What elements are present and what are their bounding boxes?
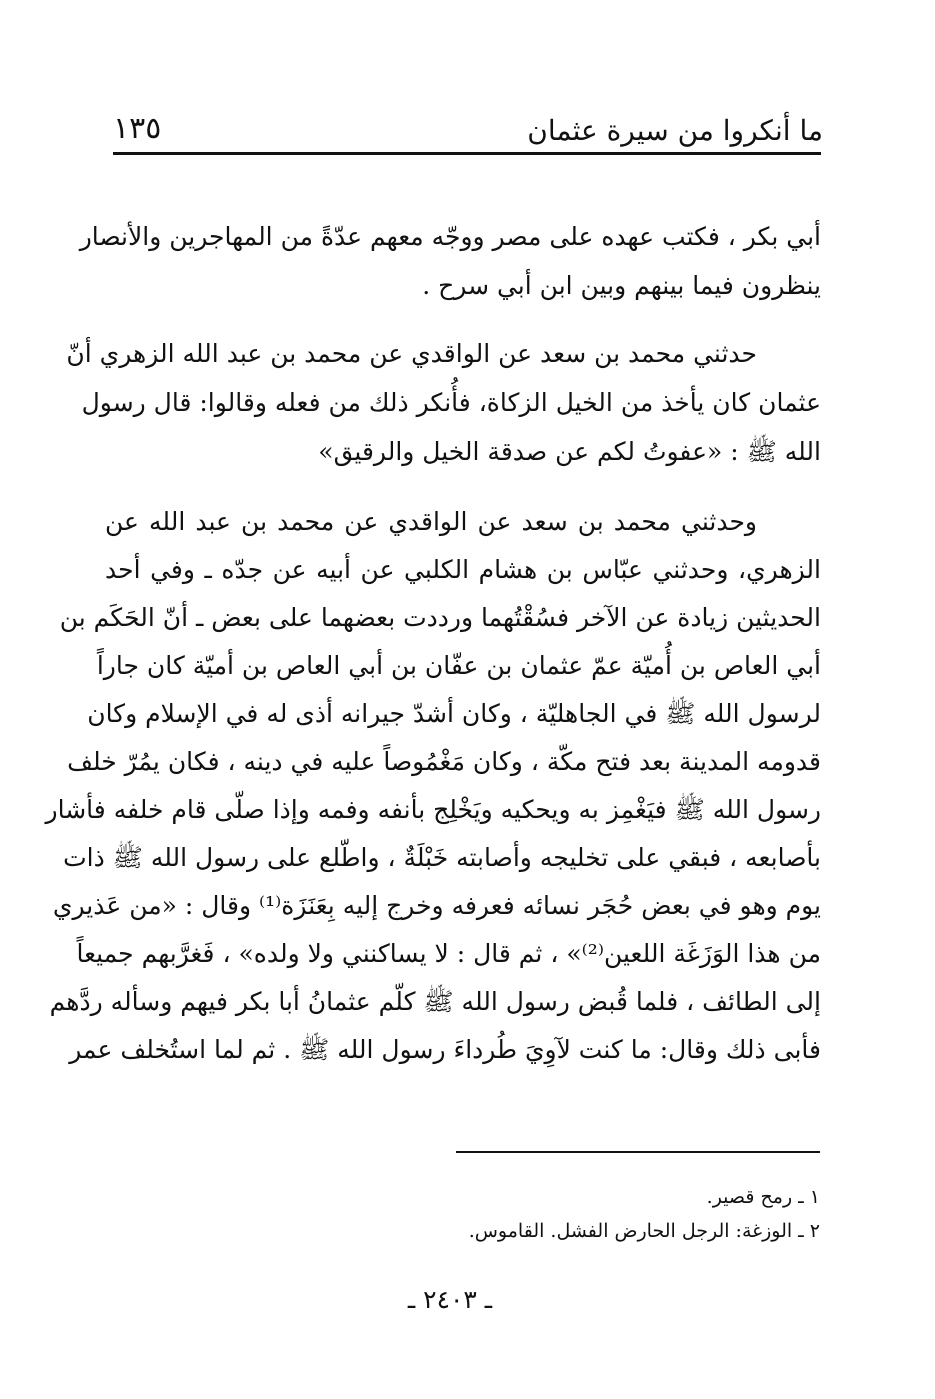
- header-rule: [113, 152, 821, 155]
- text-line: رسول الله ﷺ فيَغْمِز به ويحكيه ويَخْلِج بأنفه وفمه وإذا صلّى قام خلفه فأشار: [45, 795, 821, 824]
- text-line: أبي العاص بن أُميّة عمّ عثمان بن عفّان بن أبي العاص بن أميّة كان جاراً: [96, 651, 821, 680]
- paragraph-3: [45, 498, 821, 1074]
- text-line: عثمان كان يأخذ من الخيل الزكاة، فأُنكر ذلك من فعله وقالوا: قال رسول: [81, 388, 821, 417]
- footnotes: [300, 1180, 820, 1248]
- text-line: يوم وهو في بعض حُجَر نسائه فعرفه وخرج إليه بِعَنَزَة⁽¹⁾ وقال : «من عَذيري: [52, 891, 821, 920]
- text-line: ينظرون فيما بينهم وبين ابن أبي سرح .: [422, 271, 821, 300]
- text-line: أبي بكر ، فكتب عهده على مصر ووجّه معهم عدّةً من المهاجرين والأنصار: [79, 222, 821, 251]
- chapter-title: ما أنكروا من سيرة عثمان: [527, 114, 823, 147]
- text-line: الزهري، وحدثني عبّاس بن هشام الكلبي عن أبيه عن جدّه ـ وفي أحد: [105, 555, 821, 584]
- text-line: الله ﷺ : «عفوتُ لكم عن صدقة الخيل والرقيق»: [318, 437, 821, 466]
- text-line: حدثني محمد بن سعد عن الواقدي عن محمد بن عبد الله الزهري أنّ: [66, 339, 757, 368]
- footnote-rule: [456, 1151, 820, 1153]
- text-line: بأصابعه ، فبقي على تخليجه وأصابته خَبْلَةٌ ، واطّلع على رسول الله ﷺ ذات: [63, 843, 821, 872]
- text-line: وحدثني محمد بن سعد عن الواقدي عن محمد بن عبد الله عن: [105, 507, 757, 536]
- page-number: ـ ٢٤٠٣ ـ: [407, 1285, 493, 1314]
- header-page-number: ١٣٥: [113, 111, 162, 146]
- footnote-2: ٢ ـ الوزغة: الرجل الحارض الفشل. القاموس.: [468, 1220, 820, 1242]
- footnote-1: ١ ـ رمح قصير.: [706, 1186, 820, 1208]
- text-line: فأبى ذلك وقال: ما كنت لآوِيَ طُرداءَ رسول الله ﷺ . ثم لما استُخلف عمر: [69, 1035, 821, 1064]
- text-line: الحديثين زيادة عن الآخر فسُقْتُهما ورددت بعضهما على بعض ـ أنّ الحَكَم بن: [59, 603, 821, 632]
- paragraph-1: [79, 212, 821, 310]
- text-line: قدومه المدينة بعد فتح مكّة ، وكان مَغْمُوصاً عليه في دينه ، فكان يمُرّ خلف: [67, 747, 821, 776]
- text-line: من هذا الوَزَغَة اللعين⁽²⁾» ، ثم قال : لا يساكنني ولا ولده» ، فَغرَّبهم جميعاً: [76, 939, 821, 968]
- paragraph-2: [66, 329, 821, 476]
- text-line: إلى الطائف ، فلما قُبض رسول الله ﷺ كلّم عثمانُ أبا بكر فيهم وسأله ردَّهم: [49, 987, 821, 1016]
- text-line: لرسول الله ﷺ في الجاهليّة ، وكان أشدّ جيرانه أذى له في الإسلام وكان: [87, 699, 821, 728]
- running-header: [113, 108, 823, 156]
